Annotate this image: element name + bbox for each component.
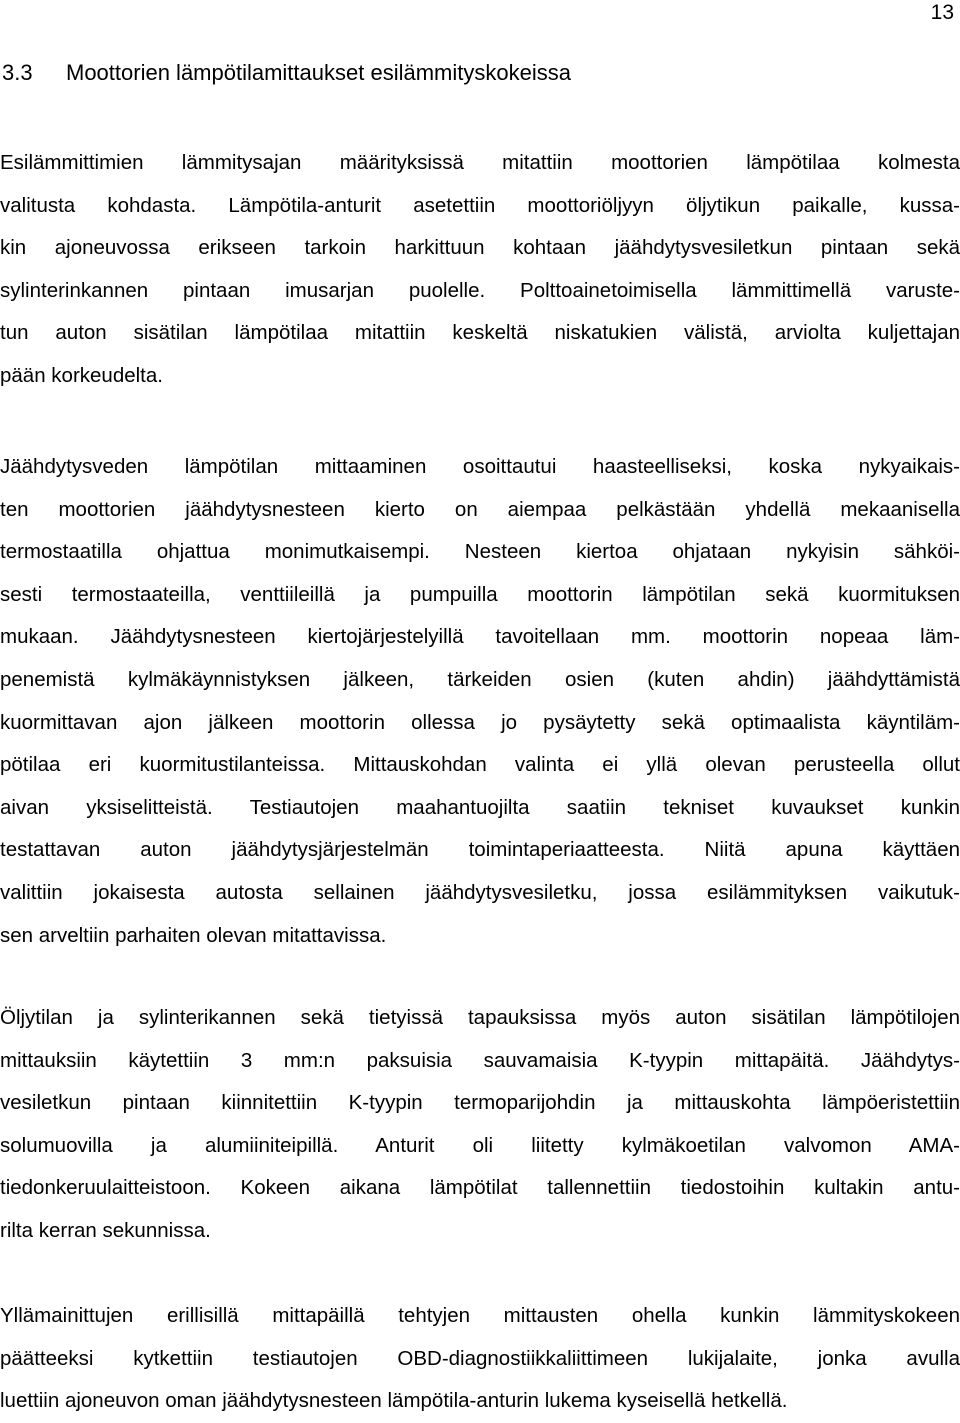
section-number: 3.3 — [2, 60, 33, 85]
text-line: Esilämmittimien lämmitysajan määrityksissä mitattiin moottorien lämpötilaa kolmesta — [0, 151, 960, 174]
text-line: Jäähdytysveden lämpötilan mittaaminen osoittautui haasteelliseksi, koska nykyaikais- — [0, 455, 960, 478]
text-line: kuormittavan ajon jälkeen moottorin ollessa jo pysäytetty sekä optimaalista käyntiläm- — [0, 710, 960, 734]
text-line: sen arveltiin parhaiten olevan mitattavissa. — [0, 923, 387, 947]
text-line: solumuovilla ja alumiiniteipillä. Anturit oli liitetty kylmäkoetilan valvomon AMA- — [0, 1133, 960, 1157]
paragraph-coolant-measurement — [0, 446, 960, 957]
text-line: mukaan. Jäähdytysnesteen kiertojärjestelyillä tavoitellaan mm. moottorin nopeaa läm- — [0, 625, 960, 649]
section-heading — [2, 59, 571, 87]
text-line: kin ajoneuvossa erikseen tarkoin harkittuun kohtaan jäähdytysvesiletkun pintaan sekä — [0, 236, 960, 260]
text-line: ten moottorien jäähdytysnesteen kierto on aiempaa pelkästään yhdellä mekaanisella — [0, 497, 960, 521]
paragraph-obd-reading — [0, 1295, 960, 1423]
text-line: sylinterinkannen pintaan imusarjan puolelle. Polttoainetoimisella lämmittimellä varuste- — [0, 278, 960, 302]
text-line: tun auton sisätilan lämpötilaa mitattiin keskeltä niskatukien välistä, arviolta kuljettajan — [0, 321, 960, 345]
text-line: pötilaa eri kuormitustilanteissa. Mittauskohdan valinta ei yllä olevan perusteella ollut — [0, 753, 960, 777]
section-title: Moottorien lämpötilamittaukset esilämmityskokeissa — [66, 60, 571, 85]
text-line: termostaatilla ohjattua monimutkaisempi. Nesteen kiertoa ohjataan nykyisin sähköi- — [0, 540, 960, 564]
text-line: vesiletkun pintaan kiinnitettiin K-tyypin termoparijohdin ja mittauskohta lämpöeristettiin — [0, 1091, 960, 1115]
text-line: luettiin ajoneuvon oman jäähdytysnesteen lämpötila-anturin lukema kyseisellä hetkellä. — [0, 1389, 788, 1413]
text-line: tiedonkeruulaitteistoon. Kokeen aikana lämpötilat tallennettiin tiedostoihin kultakin antu- — [0, 1176, 960, 1200]
page-number: 13 — [930, 1, 954, 24]
text-line: valitusta kohdasta. Lämpötila-anturit asetettiin moottoriöljyyn öljytikun paikalle, kussa- — [0, 193, 960, 217]
text-line: sesti termostaateilla, venttiileillä ja pumpuilla moottorin lämpötilan sekä kuormituksen — [0, 582, 960, 606]
text-line: mittauksiin käytettiin 3 mm:n paksuisia sauvamaisia K-tyypin mittapäitä. Jäähdytys- — [0, 1048, 960, 1072]
text-line: valittiin jokaisesta autosta sellainen jäähdytysvesiletku, jossa esilämmityksen vaikutuk- — [0, 880, 960, 904]
text-line: Öljytilan ja sylinterikannen sekä tietyissä tapauksissa myös auton sisätilan lämpötilojen — [0, 1006, 960, 1029]
text-line: Yllämainittujen erillisillä mittapäillä tehtyjen mittausten ohella kunkin lämmityskokeen — [0, 1304, 960, 1327]
paragraph-measurement-points — [0, 142, 960, 398]
text-line: penemistä kylmäkäynnistyksen jälkeen, tärkeiden osien (kuten ahdin) jäähdyttämistä — [0, 667, 960, 691]
text-line: testattavan auton jäähdytysjärjestelmän toimintaperiaatteesta. Niitä apuna käyttäen — [0, 838, 960, 862]
paragraph-sensors — [0, 997, 960, 1253]
text-line: pään korkeudelta. — [0, 363, 163, 387]
text-line: päätteeksi kytkettiin testiautojen OBD-diagnostiikkaliittimeen lukijalaite, jonka avulla — [0, 1346, 960, 1370]
text-line: rilta kerran sekunnissa. — [0, 1218, 211, 1242]
text-line: aivan yksiselitteistä. Testiautojen maahantuojilta saatiin tekniset kuvaukset kunkin — [0, 795, 960, 819]
